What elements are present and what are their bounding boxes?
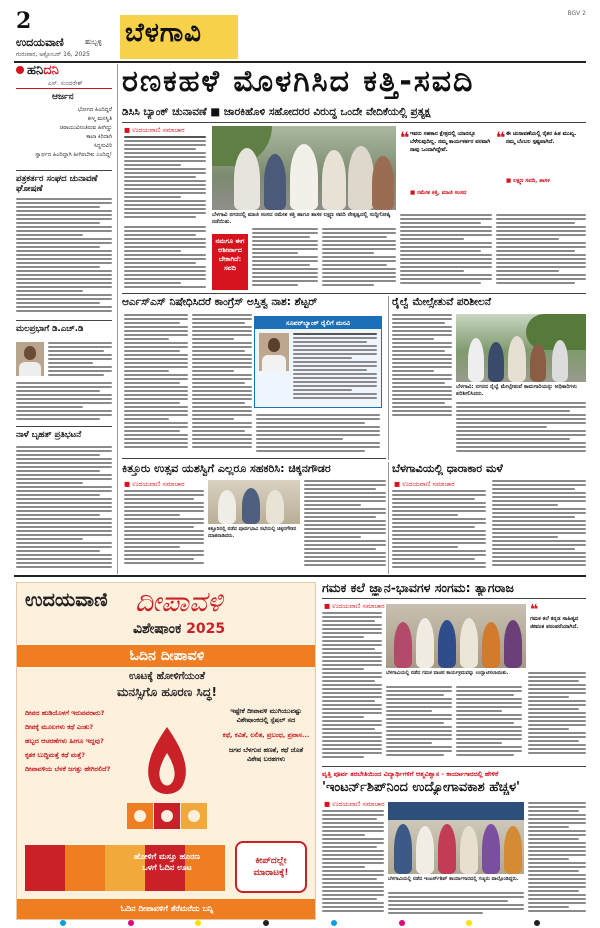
ad-right-line: ಕಥೆ, ಕವಿತೆ, ಲಲಿತ, ಪ್ರಬಂಧ, ಪ್ರವಾಸ... bbox=[222, 731, 310, 739]
diya-dot bbox=[161, 810, 173, 822]
quote-text: ಗಮಕ ಕಲೆ ಕನ್ನಡ ಸಾಹಿತ್ಯದ ಜೀವಂತ ಪರಂಪರೆಯಾಗಿದೆ. bbox=[530, 616, 579, 630]
poem-line: ಸಿದ್ಧಸುವಿರಿ bbox=[93, 143, 112, 149]
section-rule bbox=[14, 575, 586, 577]
pull-quote bbox=[530, 604, 586, 668]
person bbox=[504, 620, 522, 668]
hani-dani-title bbox=[27, 63, 59, 78]
portrait-photo bbox=[259, 333, 289, 371]
gamaka-photo bbox=[386, 604, 526, 668]
ad-right-line: ಇಷ್ಟೇಕೆ ದೀಪಾವಳಿ ಮುಗಿಯುವಷ್ಟು ವಿಶೇಷಾಂಕದಲ್ಲಿ ಸ್ಪೆಷಲ್ ಸದ bbox=[230, 707, 302, 724]
railway-headline: ರೈಲ್ವೆ ಮೇಲ್ಸೇತುವೆ ಪರಿಶೀಲನೆ bbox=[392, 296, 492, 308]
reg-dot bbox=[534, 920, 540, 926]
reg-dot bbox=[399, 920, 405, 926]
story-body bbox=[456, 686, 522, 762]
story-body bbox=[124, 490, 204, 570]
divider bbox=[122, 122, 586, 123]
ad-brand: ಉದಯವಾಣಿ bbox=[25, 589, 108, 611]
section-title: ಬೆಳಗಾವಿ bbox=[125, 18, 202, 48]
story-body bbox=[16, 446, 112, 570]
reg-dot bbox=[195, 920, 201, 926]
photo-caption: ಬೆಳಗಾವಿ: ನಗರದ ರೈಲ್ವೆ ಮೇಲ್ಸೇತುವೆ ಕಾಮಗಾರಿಯನ್ನು ಅಧಿಕಾರಿಗಳು ಪರಿಶೀಲಿಸಿದರು. bbox=[456, 384, 577, 397]
internship-photo bbox=[388, 802, 524, 874]
story-body bbox=[256, 414, 380, 454]
byline: ■ ಉದಯವಾಣಿ ಸಮಾಚಾರ bbox=[324, 800, 385, 808]
byline: ■ ಉದಯವಾಣಿ ಸಮಾಚಾರ bbox=[124, 480, 185, 488]
person bbox=[290, 144, 318, 210]
ad-special-label: ವಿಶೇಷಾಂಕ bbox=[133, 621, 182, 637]
person bbox=[488, 342, 504, 382]
page-number: 2 bbox=[16, 8, 32, 34]
column-rule bbox=[388, 462, 389, 574]
hani-bottom-rule bbox=[16, 170, 112, 171]
sidebar-text: ನಮಗೂ ಈಗ ಆಶೀರ್ವಾದ ಬೇಕಾಗಿದೆ: ಸವದಿ bbox=[215, 237, 245, 272]
poem-line: ಕೀಳ್ಮ ಮನಸ್ಥಿತಿ bbox=[87, 116, 112, 122]
hani-title-part2: ದನಿ bbox=[43, 63, 59, 78]
photo-caption: ಬೆಳಗಾವಿ ನಗರದಲ್ಲಿ ಮಾಜಿ ಸಂಸದ ರಮೇಶ ಕತ್ತಿ ಹಾಗೂ ಶಾಸಕ ಲಕ್ಷ್ಮಣ ಸವದಿ ನೇತೃತ್ವದಲ್ಲಿ ಸುದ್ದಿಗೋಷ್ಠಿ ನಡೆಯಿತು. bbox=[212, 212, 391, 225]
story-body bbox=[392, 490, 486, 570]
story-body bbox=[124, 314, 188, 454]
story-body bbox=[456, 402, 586, 454]
divider bbox=[122, 458, 386, 459]
story-body bbox=[528, 802, 586, 918]
quote-box bbox=[400, 128, 492, 210]
pattern-tile bbox=[25, 845, 65, 891]
ad-question: ದೀಪಾವಳಿಯ ಬೆಳಕೆ ಜಗತ್ತು ಹೇಗಿರಲಿದೆ? bbox=[25, 765, 111, 773]
ad-band-text: ಓದಿನ ದೀಪಾವಳಿ bbox=[129, 648, 205, 664]
lead-photo bbox=[212, 126, 396, 210]
internship-kicker: ವೃತ್ತಿ ಪೂರ್ವ ತರಬೇತಿಯಿಂದ ವಿದ್ಯಾರ್ಥಿಗಳಿಗೆ ಆತ್ಮವಿಶ್ವಾಸ - ಕಾರ್ಯಾಗಾರದಲ್ಲಿ ಹೇಳಿಕೆ bbox=[322, 770, 499, 778]
person bbox=[242, 488, 260, 524]
story-body bbox=[528, 672, 586, 762]
person bbox=[482, 824, 500, 874]
diya-illustration bbox=[119, 723, 215, 843]
ad-special bbox=[133, 621, 225, 637]
ad-footer-line: ಒಳಗೆ ಓದಿನ ಊಟ bbox=[142, 863, 192, 872]
person-body bbox=[262, 355, 286, 371]
ad-badge bbox=[235, 841, 307, 893]
ad-question: ದೀಪಕ್ಕೆ ಮೂಲಗಳು ಕಥೆ ಎಂತು? bbox=[25, 723, 94, 731]
rss-headline: ಆರ್ಎಸ್ಎಸ್ ನಿಷೇಧಿಸಿದರೆ ಕಾಂಗ್ರೆಸ್ ಅಸ್ತಿತ್ವ ನಾಶ: ಶೆಟ್ಟರ್ bbox=[122, 296, 318, 308]
quote-box bbox=[496, 128, 586, 210]
person bbox=[234, 148, 260, 210]
internship-headline: 'ಇಂಟರ್ನ್‌ಶಿಪ್‌ನಿಂದ ಉದ್ಯೋಗಾವಕಾಶ ಹೆಚ್ಚಳ' bbox=[322, 780, 521, 795]
person bbox=[416, 618, 434, 668]
reg-dot bbox=[60, 920, 66, 926]
story-body bbox=[16, 382, 112, 422]
story-body bbox=[322, 228, 396, 290]
diya-dot bbox=[134, 810, 146, 822]
divider bbox=[16, 320, 112, 321]
reg-dot bbox=[331, 920, 337, 926]
sidebar-box bbox=[212, 234, 248, 290]
person-body bbox=[19, 362, 41, 376]
reg-dot bbox=[466, 920, 472, 926]
ad-right-line: ಜಗವ ಬೆಳಗುವ ಹಣತೆ, ಕಥೆ ಜೊತೆ ವಿಶೇಷ ಬರಹಗಳು bbox=[228, 746, 304, 763]
edition-tag: ಹುಬ್ಬಳ್ಳಿ bbox=[85, 38, 102, 46]
reg-dot bbox=[128, 920, 134, 926]
story-body bbox=[322, 612, 382, 762]
byline: ■ ಉದಯವಾಣಿ ಸಮಾಚಾರ bbox=[394, 480, 455, 488]
ad-questions bbox=[25, 709, 115, 774]
column-rule bbox=[117, 64, 118, 574]
person bbox=[394, 824, 412, 874]
story-headline: ಮಲಪ್ರಭಾಗೆ ಡಿ.ಎಚ್.ಡಿ bbox=[16, 324, 84, 334]
hani-title-part1: ಹನಿ bbox=[27, 63, 44, 78]
deepavali-ad[interactable] bbox=[16, 582, 316, 920]
story-body bbox=[496, 214, 586, 290]
lead-subhead: ಡಿಸಿಸಿ ಬ್ಯಾಂಕ್ ಚುನಾವಣೆ ■ ಜಾರಕಿಹೊಳಿ ಸಹೋದರರ ವಿರುದ್ಧ ಒಂದೇ ವೇದಿಕೆಯಲ್ಲಿ ಪ್ರತ್ಯಕ್ಷ bbox=[122, 106, 431, 118]
ad-badge-text: ಕೀಪ್‌ದಲ್ಲೇ ಮಾರಾಟಕ್ಕೆ! bbox=[253, 856, 289, 878]
page-code: BGV 2 bbox=[567, 10, 586, 17]
ad-bottom-strip bbox=[17, 899, 316, 920]
person bbox=[552, 340, 568, 382]
quote-author: ■ ರಮೇಶ ಕತ್ತಿ, ಮಾಜಿ ಸಂಸದ bbox=[410, 190, 467, 196]
story-headline: ನಾಳೆ ಬೃಹತ್ ಪ್ರತಿಭಟನೆ bbox=[16, 430, 82, 440]
ad-question: ದೀಪದ ಹುಡಿಯೊಳಗೆ ಇರುವವರಾರು? bbox=[25, 709, 105, 717]
registration-marks bbox=[60, 920, 540, 926]
ad-band bbox=[17, 645, 316, 667]
paper-name: ಉದಯವಾಣಿ bbox=[16, 36, 64, 49]
story-body bbox=[322, 810, 384, 918]
person bbox=[372, 156, 394, 210]
story-body bbox=[16, 198, 112, 314]
ad-year: 2025 bbox=[186, 621, 226, 637]
story-body bbox=[392, 314, 452, 424]
portrait-photo bbox=[16, 342, 44, 376]
ad-footer-line: ಹೋಳಿಗೆ ಮಸ್ತೂ ಹೂರಣ bbox=[133, 852, 201, 861]
ad-line2: ಮನಸ್ಸಿಗೊ ಹೂರಣ ಸಿದ್ಧ! bbox=[117, 685, 217, 699]
pattern-tile bbox=[65, 845, 105, 891]
person bbox=[460, 826, 478, 874]
person bbox=[482, 622, 500, 668]
hani-dani-icon bbox=[16, 66, 24, 74]
poem-lines bbox=[16, 106, 112, 160]
story-body bbox=[386, 686, 452, 762]
poem-line: ಭೋಗದ ಹಿಂದಿದ್ದರೆ bbox=[77, 107, 112, 113]
divider bbox=[122, 293, 586, 294]
story-body bbox=[304, 480, 386, 570]
poem-line: ಚಿರಾಯುವಿನಂತಿರುವ ಹೀಗಿದ್ದು bbox=[59, 125, 112, 131]
hani-dani-author: ಎಸ್. ಸುಂದರೇಶ್ bbox=[48, 80, 83, 87]
divider bbox=[322, 766, 586, 767]
railway-photo bbox=[456, 314, 586, 382]
person bbox=[530, 344, 546, 382]
kittur-photo bbox=[208, 480, 300, 524]
poem-title: ಆರ್ಜನ bbox=[52, 92, 74, 102]
poem-line: ಸ್ವಾರ್ಥದ ಹಿಂದಿದ್ದಾಗಿ ಹೀಗಿರಬೇಕು ಎಂದಿದ್ದ! bbox=[35, 152, 112, 158]
reg-dot bbox=[263, 920, 269, 926]
info-box-title: ಸೂಪರ್‌ಬ್ಯಾಂಕ್‌ ರೈಲಿಗೆ ಮನವಿ bbox=[255, 317, 381, 329]
person bbox=[508, 336, 526, 382]
ad-bottom-text: ಓದಿನ ದೀಪಾವಳಿಗೆ ತೆರೆಮರೆದು ಬನ್ನಿ bbox=[120, 904, 214, 913]
quote-text: ಈ ಚುನಾವಣೆಯಲ್ಲಿ ರೈತರ ಹಿತ ಮುಖ್ಯ. ನಮ್ಮ ಬೆಂಬಲ ಸ್ಪಷ್ಟವಾಗಿದೆ. bbox=[506, 131, 577, 145]
person bbox=[266, 490, 284, 524]
banner-shape bbox=[388, 802, 524, 820]
person bbox=[504, 826, 522, 874]
byline: ■ ಉದಯವಾಣಿ ಸಮಾಚಾರ bbox=[324, 602, 385, 610]
date-line: ಗುರುವಾರ, ಅಕ್ಟೋಬರ್ 16, 2025 bbox=[16, 51, 90, 58]
column-rule bbox=[388, 296, 389, 460]
divider bbox=[322, 598, 586, 599]
person bbox=[264, 154, 286, 210]
story-body bbox=[400, 214, 492, 290]
person bbox=[460, 618, 478, 668]
person bbox=[416, 826, 434, 874]
person bbox=[348, 146, 374, 210]
poem-line: ಕಾಲಾ ಕಿರಿದಾಗಿ bbox=[86, 134, 112, 140]
photo-caption: ಬೆಳಗಾವಿಯಲ್ಲಿ ನಡೆದ ಇಂಟರ್ನ್‌ಶಿಪ್ ಕಾರ್ಯಾಗಾರದಲ್ಲಿ ಗಣ್ಯರು ಪಾಲ್ಗೊಂಡಿದ್ದರು. bbox=[388, 876, 519, 882]
info-box-body bbox=[293, 333, 377, 405]
story-body bbox=[48, 342, 112, 378]
ad-logo-script: ದೀಪಾವಳಿ bbox=[135, 585, 223, 618]
ad-question: ಹಬ್ಬದ ಆಚರಣೆಗಳು ಹೀಗೂ ಇದ್ದವು? bbox=[25, 737, 104, 745]
person-head bbox=[268, 338, 280, 352]
story-headline: ಪತ್ರಕರ್ತರ ಸಂಘದ ಚುನಾವಣೆ ಘೋಷಣೆ bbox=[16, 174, 98, 194]
ad-line1: ಊಟಕ್ಕೆ ಹೋಳಿಗೆಯಂತೆ bbox=[129, 671, 205, 682]
person bbox=[394, 622, 412, 668]
person-head bbox=[24, 346, 36, 360]
story-body bbox=[388, 892, 524, 918]
ad-question: ಕೃತಕ ಬುದ್ಧಿಮತ್ತೆ ಕಥೆ ಮತ್ತೆ? bbox=[25, 751, 86, 759]
quote-icon: ❝ bbox=[530, 602, 539, 618]
byline: ■ ಉದಯವಾಣಿ ಸಮಾಚಾರ bbox=[124, 126, 185, 134]
person bbox=[438, 620, 456, 668]
story-body bbox=[252, 228, 318, 290]
ad-footer bbox=[117, 851, 217, 873]
person bbox=[468, 338, 484, 382]
quote-author: ■ ಲಕ್ಷ್ಮಣ ಸವದಿ, ಶಾಸಕ bbox=[506, 178, 550, 184]
photo-caption: ಕಿತ್ತೂರಿನಲ್ಲಿ ನಡೆದ ಪೂರ್ವಭಾವಿ ಸಭೆಯಲ್ಲಿ ಚಿಕ್ಕನಗೌಡರ ಮಾತನಾಡಿದರು. bbox=[208, 526, 297, 539]
story-body bbox=[192, 314, 252, 454]
kittur-headline: ಕಿತ್ತೂರು ಉತ್ಸವ ಯಶಸ್ವಿಗೆ ಎಲ್ಲರೂ ಸಹಕರಿಸಿ: ಚಿಕ್ಕನಗೌಡರ bbox=[122, 462, 331, 475]
story-body bbox=[492, 480, 586, 570]
person bbox=[218, 490, 236, 524]
story-body bbox=[124, 226, 206, 290]
quote-icon: ❝ bbox=[400, 128, 410, 147]
ad-right-text bbox=[221, 707, 311, 764]
hani-rule bbox=[16, 88, 112, 89]
masthead-rule bbox=[14, 61, 586, 63]
person bbox=[438, 824, 456, 874]
gamaka-headline: ಗಮಕ ಕಲೆ ಜ್ಞಾನ-ಭಾವಗಳ ಸಂಗಮ: ತ್ಯಾಗರಾಜ bbox=[322, 580, 514, 595]
photo-caption: ಬೆಳಗಾವಿಯಲ್ಲಿ ನಡೆದ ಗಮಕ ವಾಚನ ಕಾರ್ಯಕ್ರಮವನ್ನು ಉದ್ಘಾಟಿಸಲಾಯಿತು. bbox=[386, 670, 509, 676]
quote-icon: ❝ bbox=[496, 128, 506, 147]
quote-text: ಇವರು ಸಹಕಾರ ಕ್ಷೇತ್ರದಲ್ಲಿ ಯಾರನ್ನೂ ಬೆಳೆಸುವುದಿಲ್ಲ. ನಮ್ಮ ಕಾರ್ಯಕರ್ತರ ಪರವಾಗಿ ನಾವು ಒಂದಾಗಿದ್ದೇವೆ. bbox=[410, 131, 491, 153]
story-body bbox=[124, 136, 206, 222]
rain-headline: ಬೆಳಗಾವಿಯಲ್ಲಿ ಧಾರಾಕಾರ ಮಳೆ bbox=[392, 462, 503, 475]
person bbox=[322, 150, 346, 210]
divider bbox=[16, 426, 112, 427]
diya-dot bbox=[188, 810, 200, 822]
lead-headline: ರಣಕಹಳೆ ಮೊಳಗಿಸಿದ ಕತ್ತಿ-ಸವದಿ bbox=[122, 64, 475, 99]
info-box bbox=[254, 316, 382, 408]
